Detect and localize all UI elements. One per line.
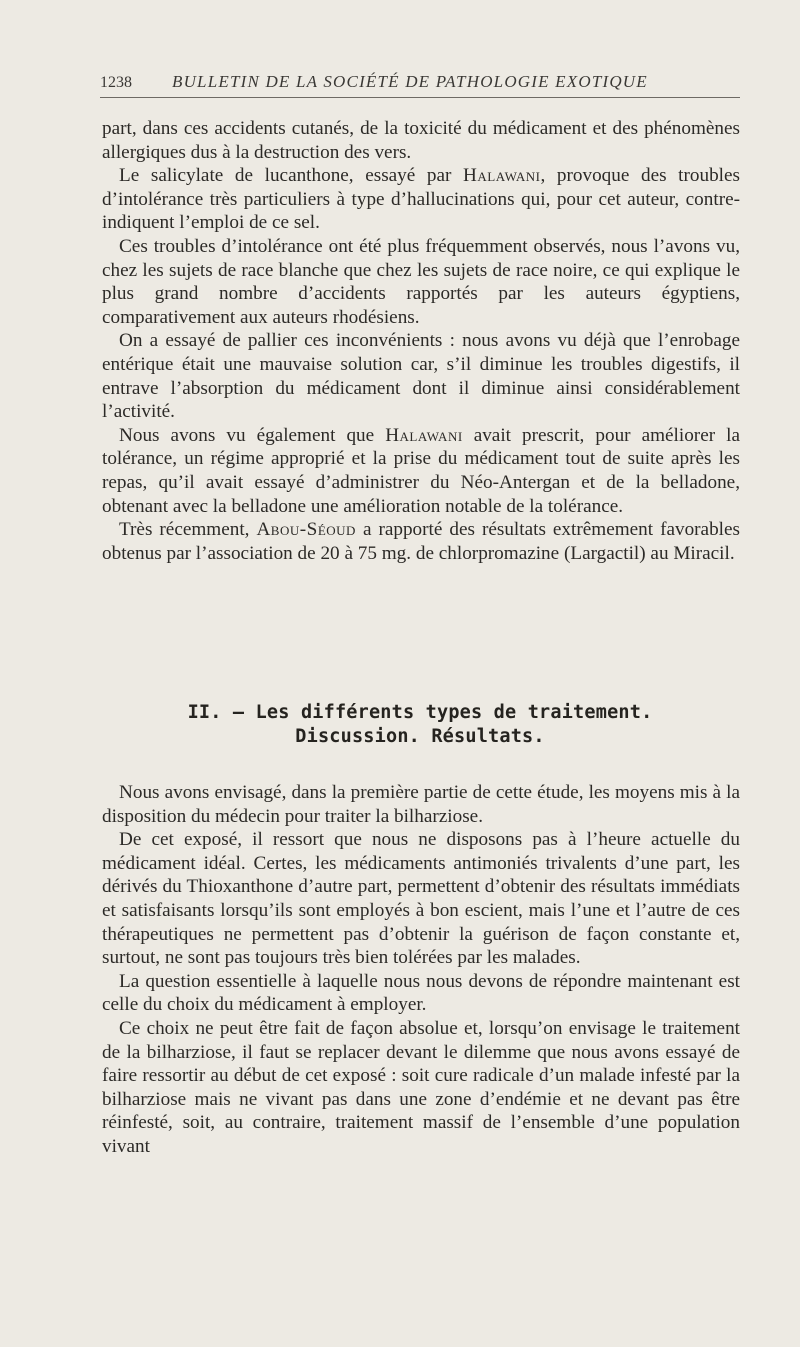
paragraph-text: avait prescrit, pour améliorer la tolérance, un régime approprié et la prise du médicament tout de suite après les repas, qu’il avait essayé d’administrer du Néo-Antergan et de la belladone, obtenant avec la belladone une amélioration notable de la tolérance. <box>102 424 740 517</box>
paragraph-text: a rapporté des résultats extrêmement favorables obtenus par l’association de 20 à 75 mg. de chlorpromazine (Largactil) au Miracil. <box>102 519 740 564</box>
paragraph-text: Le salicylate de lucanthone, essayé par <box>119 165 464 187</box>
paragraph-text: Très récemment, <box>119 519 257 541</box>
section-heading-line: II. — Les différents types de traitement. <box>187 702 653 723</box>
paragraph-text: , provoque des troubles d’intolérance très particuliers à type d’hallucinations qui, pour cet auteur, contre-indiquent l’emploi de ce sel. <box>102 165 740 234</box>
page-header <box>100 72 740 96</box>
running-head: BULLETIN DE LA SOCIÉTÉ DE PATHOLOGIE EXOTIQUE <box>172 72 648 91</box>
paragraph: De cet exposé, il ressort que nous ne disposons pas à l’heure actuelle du médicament idéal. Certes, les médicaments antimoniés trivalents d’une part, les dérivés du Thioxanthone d’autre part, permettent d’obtenir des résultats immédiats et satisfaisants lorsqu’ils sont employés à bon escient, mais l’une et l’autre de ces thérapeutiques ne permettent pas d’obtenir la guérison de façon constante et, surtout, ne sont pas toujours très bien tolérées par les malades. <box>102 829 740 969</box>
paragraph: La question essentielle à laquelle nous nous devons de répondre maintenant est celle du choix du médicament à employer. <box>102 970 740 1016</box>
header-rule <box>100 97 740 98</box>
author-name: Abou-Séoud <box>256 519 356 541</box>
author-name: Halawani <box>463 165 541 187</box>
section-heading-line: Discussion. Résultats. <box>295 726 545 747</box>
paragraph: Nous avons envisagé, dans la première partie de cette étude, les moyens mis à la disposition du médecin pour traiter la bilharziose. <box>102 782 740 827</box>
paragraph: part, dans ces accidents cutanés, de la toxicité du médicament et des phénomènes allergiques dus à la destruction des vers. <box>102 118 740 163</box>
section-heading <box>100 701 740 749</box>
paragraph: On a essayé de pallier ces inconvénients : nous avons vu déjà que l’enrobage entérique était une mauvaise solution car, s’il diminue les troubles digestifs, il entrave l’absorption du médicament dont il diminue ainsi considérablement l’activité. <box>102 330 740 423</box>
paragraph: Ces troubles d’intolérance ont été plus fréquemment observés, nous l’avons vu, chez les sujets de race blanche que chez les sujets de race noire, ce qui explique le plus grand nombre d’accidents rapportés par les auteurs égyptiens, comparativement aux auteurs rhodésiens. <box>102 235 740 328</box>
page-number: 1238 <box>100 74 132 91</box>
text-block-upper <box>102 117 740 565</box>
text-block-lower <box>102 781 740 1159</box>
paragraph: Ce choix ne peut être fait de façon absolue et, lorsqu’on envisage le traitement de la bilharziose, il faut se replacer devant le dilemme que nous avons essayé de faire ressortir au début de cet exposé : soit cure radicale d’un malade infesté par la bilharziose mais ne vivant pas dans une zone d’endémie et ne devant pas être réinfesté, soit, au contraire, traitement massif de l’ensemble d’une population vivant <box>102 1017 740 1157</box>
paragraph-text: Nous avons vu également que <box>119 424 386 446</box>
paragraph <box>102 518 740 565</box>
paragraph <box>102 424 740 518</box>
author-name: Halawani <box>385 424 463 446</box>
paragraph <box>102 164 740 235</box>
